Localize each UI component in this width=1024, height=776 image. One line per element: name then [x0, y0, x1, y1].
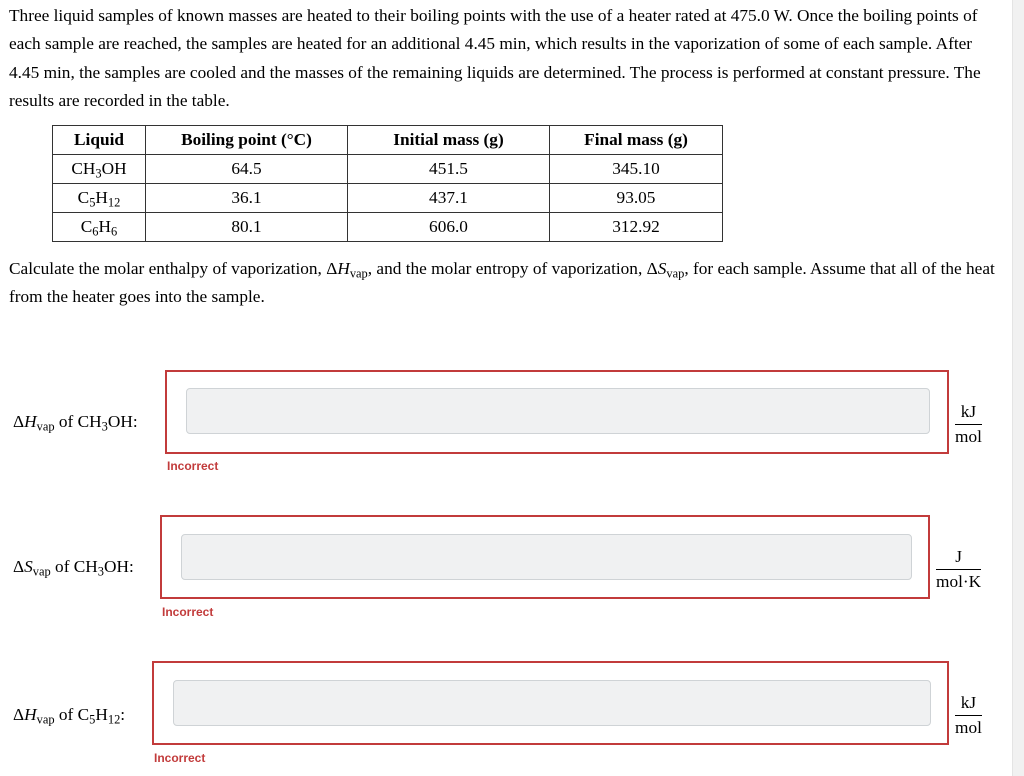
status-incorrect: Incorrect [154, 751, 206, 765]
answer-row-dsvap-ch3oh [0, 513, 1010, 623]
table-row [53, 184, 723, 213]
dsvap-ch3oh-input[interactable] [181, 534, 912, 580]
header-liquid: Liquid [53, 126, 146, 155]
liquid-cell: $C_6H_6$ [53, 213, 146, 242]
final-mass-cell: 93.05 [550, 184, 723, 213]
unit-fraction: kJ mol [955, 693, 982, 737]
answer-row-dhvap-ch3oh [0, 368, 1010, 478]
problem-intro [9, 2, 1004, 116]
final-mass-cell: 312.92 [550, 213, 723, 242]
initial-mass-cell: 437.1 [348, 184, 550, 213]
dhvap-ch3oh-input[interactable] [186, 388, 930, 434]
table-row [53, 155, 723, 184]
header-final-mass: Final mass (g) [550, 126, 723, 155]
answer-label: $\Delta S_{vap}$ of $CH_3OH$: [13, 557, 134, 579]
unit-fraction: kJ mol [955, 402, 982, 446]
answer-label: $\Delta H_{vap}$ of $C_5H_{12}$: [13, 705, 126, 727]
final-mass-cell: 345.10 [550, 155, 723, 184]
liquid-cell: $C_5H_{12}$ [53, 184, 146, 213]
boiling-point-cell: 36.1 [146, 184, 348, 213]
unit-fraction: J mol·K [936, 547, 982, 591]
liquid-cell: $CH_3OH$ [53, 155, 146, 184]
answer-box-highlight [152, 661, 949, 745]
results-table [52, 125, 723, 242]
status-incorrect: Incorrect [162, 605, 214, 619]
answer-label: $\Delta H_{vap}$ of $CH_3OH$: [13, 412, 138, 434]
problem-instruction-text: Calculate the molar enthalpy of vaporization, $\Delta H_{vap}$, and the molar entropy of vaporization, $\Delta S_{vap}$, for each sample. Assume that all of the heat from the heater goes into the sample. [9, 259, 995, 307]
initial-mass-cell: 451.5 [348, 155, 550, 184]
problem-intro-text: Three liquid samples of known masses are heated to their boiling points with the use of a heater rated at 475.0 W. Once the boiling points of each sample are reached, the samples are heated for an additional 4.45 min, which results in the vaporization of some of each sample. After 4.45 min, the samples are cooled and the masses of the remaining liquids are determined. The process is performed at constant pressure. The results are recorded in the table. [9, 6, 981, 111]
initial-mass-cell: 606.0 [348, 213, 550, 242]
boiling-point-cell: 64.5 [146, 155, 348, 184]
header-initial-mass: Initial mass (g) [348, 126, 550, 155]
dhvap-c5h12-input[interactable] [173, 680, 931, 726]
table-row [53, 213, 723, 242]
header-boiling-point: Boiling point (°C) [146, 126, 348, 155]
problem-instruction [9, 255, 1004, 312]
status-incorrect: Incorrect [167, 459, 219, 473]
boiling-point-cell: 80.1 [146, 213, 348, 242]
answer-box-highlight [160, 515, 930, 599]
answer-row-dhvap-c5h12 [0, 659, 1010, 769]
answer-box-highlight [165, 370, 949, 454]
table-header-row [53, 126, 723, 155]
page-scrollbar[interactable] [1012, 0, 1024, 776]
